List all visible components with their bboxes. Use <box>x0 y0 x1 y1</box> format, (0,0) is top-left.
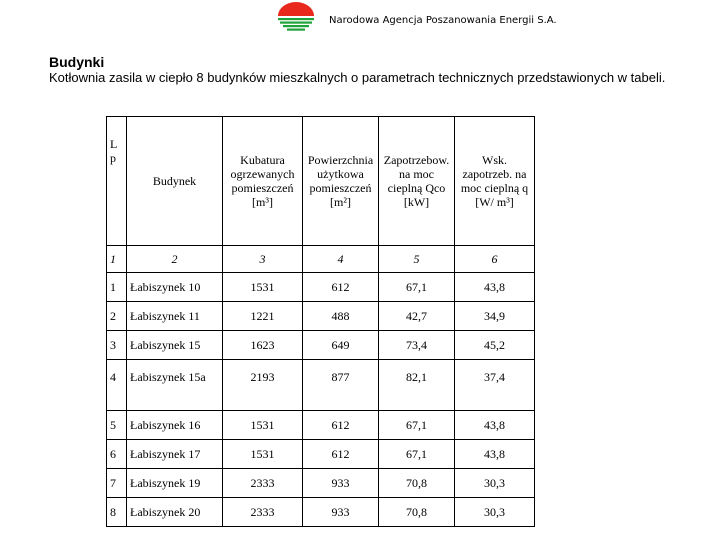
table-row <box>107 440 535 469</box>
cell-volume: 2193 <box>223 360 303 411</box>
organization-name: Narodowa Agencja Poszanowania Energii S.A. <box>329 15 557 26</box>
table-row <box>107 302 535 331</box>
buildings-table <box>106 116 535 527</box>
cell-building: Łabiszynek 20 <box>127 498 223 527</box>
cell-volume: 1531 <box>223 440 303 469</box>
cell-lp: 7 <box>107 469 127 498</box>
table-row <box>107 360 535 411</box>
cell-index: 43,8 <box>455 440 535 469</box>
cell-demand: 70,8 <box>379 498 455 527</box>
table-row <box>107 498 535 527</box>
table-row <box>107 331 535 360</box>
cell-demand: 73,4 <box>379 331 455 360</box>
cell-volume: 2333 <box>223 498 303 527</box>
cell-building: Łabiszynek 17 <box>127 440 223 469</box>
table-row <box>107 411 535 440</box>
cell-lp: 1 <box>107 273 127 302</box>
cell-demand: 42,7 <box>379 302 455 331</box>
cell-demand: 67,1 <box>379 440 455 469</box>
column-index: 4 <box>303 246 379 273</box>
cell-area: 612 <box>303 273 379 302</box>
column-index: 6 <box>455 246 535 273</box>
header-index: Wsk. zapotrzeb. na moc cieplną q [W/ m³] <box>455 117 535 246</box>
table-row <box>107 469 535 498</box>
section-intro: Kotłownia zasila w ciepło 8 budynków mieszkalnych o parametrach technicznych przedstawionych w tabeli. <box>49 70 666 85</box>
cell-lp: 8 <box>107 498 127 527</box>
section-heading: Budynki <box>49 54 105 70</box>
header-building: Budynek <box>127 117 223 246</box>
cell-building: Łabiszynek 15a <box>127 360 223 411</box>
cell-volume: 1531 <box>223 273 303 302</box>
cell-area: 933 <box>303 469 379 498</box>
cell-volume: 2333 <box>223 469 303 498</box>
cell-building: Łabiszynek 10 <box>127 273 223 302</box>
cell-index: 34,9 <box>455 302 535 331</box>
table-header-row <box>107 117 535 246</box>
cell-building: Łabiszynek 11 <box>127 302 223 331</box>
header-volume: Kubatura ogrzewanych pomieszczeń [m³] <box>223 117 303 246</box>
cell-building: Łabiszynek 15 <box>127 331 223 360</box>
cell-volume: 1623 <box>223 331 303 360</box>
header-demand: Zapotrzebow. na moc cieplną Qco [kW] <box>379 117 455 246</box>
column-index: 1 <box>107 246 127 273</box>
cell-lp: 3 <box>107 331 127 360</box>
cell-demand: 82,1 <box>379 360 455 411</box>
cell-area: 488 <box>303 302 379 331</box>
cell-area: 649 <box>303 331 379 360</box>
column-index: 5 <box>379 246 455 273</box>
cell-demand: 70,8 <box>379 469 455 498</box>
cell-area: 933 <box>303 498 379 527</box>
cell-area: 877 <box>303 360 379 411</box>
cell-volume: 1221 <box>223 302 303 331</box>
cell-index: 30,3 <box>455 469 535 498</box>
cell-lp: 4 <box>107 360 127 411</box>
column-index-row <box>107 246 535 273</box>
cell-demand: 67,1 <box>379 273 455 302</box>
cell-lp: 6 <box>107 440 127 469</box>
column-index: 2 <box>127 246 223 273</box>
nape-sun-logo-icon <box>276 2 316 32</box>
cell-volume: 1531 <box>223 411 303 440</box>
cell-lp: 2 <box>107 302 127 331</box>
cell-demand: 67,1 <box>379 411 455 440</box>
header-area: Powierzchnia użytkowa pomieszczeń [m²] <box>303 117 379 246</box>
cell-area: 612 <box>303 411 379 440</box>
cell-index: 37,4 <box>455 360 535 411</box>
table-row <box>107 273 535 302</box>
cell-building: Łabiszynek 16 <box>127 411 223 440</box>
cell-lp: 5 <box>107 411 127 440</box>
cell-building: Łabiszynek 19 <box>127 469 223 498</box>
cell-index: 43,8 <box>455 273 535 302</box>
cell-area: 612 <box>303 440 379 469</box>
column-index: 3 <box>223 246 303 273</box>
cell-index: 30,3 <box>455 498 535 527</box>
cell-index: 43,8 <box>455 411 535 440</box>
header-lp: L p <box>107 117 127 246</box>
cell-index: 45,2 <box>455 331 535 360</box>
